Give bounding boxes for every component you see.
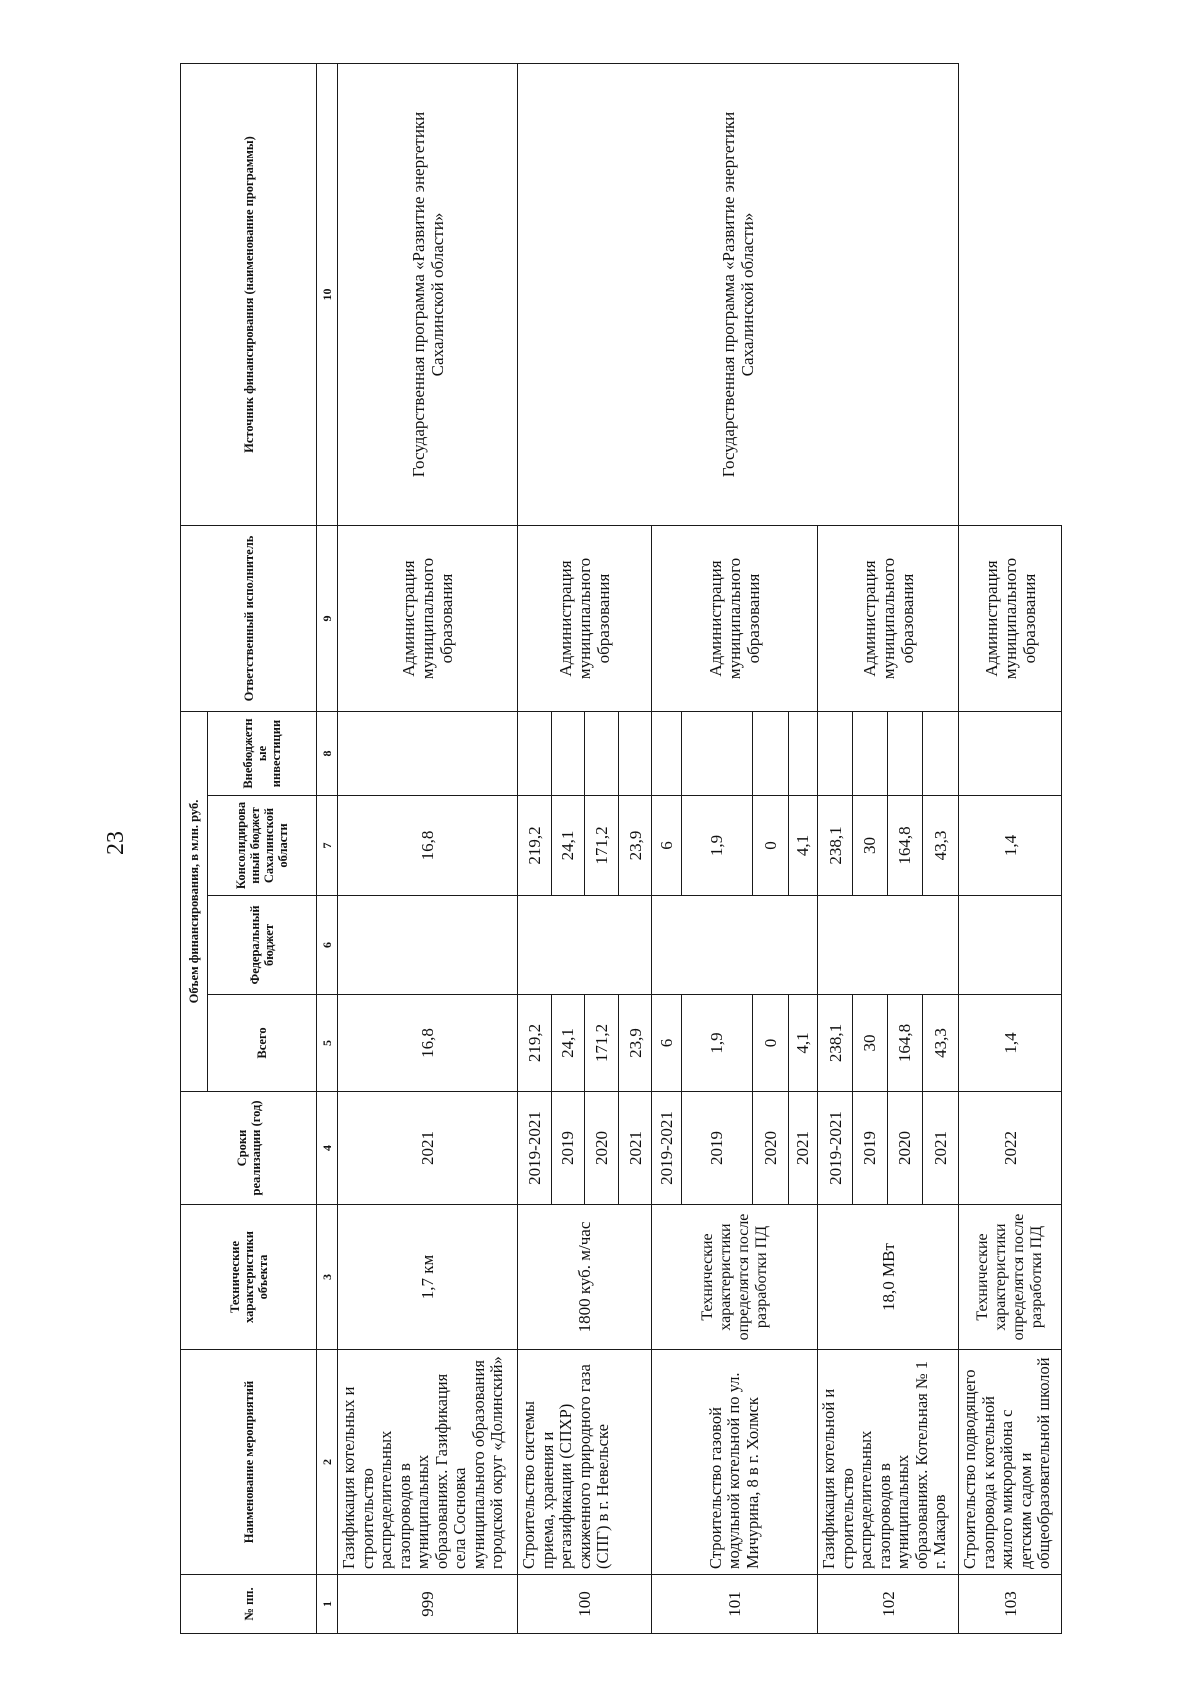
row-year: 2019-2021 [818, 1092, 853, 1205]
row-source: Государственная программа «Развитие энергетики Сахалинской области» [518, 64, 959, 526]
row-year: 2020 [585, 1092, 619, 1205]
row-total: 4,1 [788, 995, 817, 1092]
row-total: 219,2 [518, 995, 552, 1092]
row-total: 0 [753, 995, 789, 1092]
header-volume-group: Объем финансирования, в млн. руб. [181, 712, 208, 1092]
header-period: Сроки реализации (год) [181, 1092, 317, 1205]
row-offbudget [887, 712, 922, 796]
row-year: 2020 [887, 1092, 922, 1205]
table-row [518, 64, 552, 1634]
row-year: 2019 [853, 1092, 888, 1205]
col-number: 3 [317, 1205, 338, 1350]
row-name: Строительство газовой модульной котельной по ул. Мичурина, 8 в г. Холмск [652, 1350, 818, 1575]
row-tech: Технические характеристики определятся после разработки ПД [652, 1205, 818, 1350]
row-offbudget [585, 712, 619, 796]
row-total: 238,1 [818, 995, 853, 1092]
table-row [338, 64, 518, 1634]
row-total: 171,2 [585, 995, 619, 1092]
row-total: 1,4 [959, 995, 1062, 1092]
row-total: 24,1 [551, 995, 585, 1092]
row-total: 30 [853, 995, 888, 1092]
row-num: 999 [338, 1575, 518, 1634]
row-year: 2021 [922, 1092, 958, 1205]
row-name: Строительство системы приема, хранения и регазификации (СПХР) сжиженного природного газа (СПГ) в г. Невельске [518, 1350, 652, 1575]
header-consolidated: Консолидированный бюджет Сахалинской области [208, 796, 317, 896]
row-consolidated: 4,1 [788, 796, 817, 896]
row-year: 2022 [959, 1092, 1062, 1205]
col-number: 9 [317, 526, 338, 712]
row-total: 16,8 [338, 995, 518, 1092]
row-consolidated: 0 [753, 796, 789, 896]
row-year: 2020 [753, 1092, 789, 1205]
row-federal [338, 896, 518, 995]
header-federal: Федеральный бюджет [208, 896, 317, 995]
header-responsible: Ответственный исполнитель [181, 526, 317, 712]
row-tech: 1800 куб. м/час [518, 1205, 652, 1350]
row-num: 101 [652, 1575, 818, 1634]
header-name: Наименование мероприятий [181, 1350, 317, 1575]
row-total: 23,9 [618, 995, 652, 1092]
row-offbudget [818, 712, 853, 796]
row-name: Строительство подводящего газопровода к котельной жилого микрорайона с детским садом и общеобразовательной школой [959, 1350, 1062, 1575]
row-name: Газификация котельной и строительство распределительных газопроводов в муниципальных образованиях. Котельная № 1 г. Макаров [818, 1350, 959, 1575]
row-num: 102 [818, 1575, 959, 1634]
row-offbudget [518, 712, 552, 796]
row-total: 6 [652, 995, 681, 1092]
col-number: 2 [317, 1350, 338, 1575]
row-total: 43,3 [922, 995, 958, 1092]
col-number: 7 [317, 796, 338, 896]
row-consolidated: 23,9 [618, 796, 652, 896]
page-number: 23 [103, 831, 129, 855]
row-year: 2019-2021 [652, 1092, 681, 1205]
row-year: 2019-2021 [518, 1092, 552, 1205]
row-name: Газификация котельных и строительство распределительных газопроводов в муниципальных образованиях. Газификация села Сосновка муниципального образования городской округ «Долинский» [338, 1350, 518, 1575]
row-federal [818, 896, 959, 995]
row-consolidated: 16,8 [338, 796, 518, 896]
row-offbudget [922, 712, 958, 796]
row-federal [518, 896, 652, 995]
row-offbudget [959, 712, 1062, 796]
row-consolidated: 164,8 [887, 796, 922, 896]
row-tech: Технические характеристики определятся после разработки ПД [959, 1205, 1062, 1350]
row-federal [959, 896, 1062, 995]
row-consolidated: 219,2 [518, 796, 552, 896]
col-number: 8 [317, 712, 338, 796]
row-num: 100 [518, 1575, 652, 1634]
row-responsible: Администрация муниципального образования [652, 526, 818, 712]
row-responsible: Администрация муниципального образования [959, 526, 1062, 712]
row-federal [652, 896, 818, 995]
row-offbudget [788, 712, 817, 796]
row-num: 103 [959, 1575, 1062, 1634]
row-total: 164,8 [887, 995, 922, 1092]
row-consolidated: 1,9 [681, 796, 752, 896]
row-year: 2019 [551, 1092, 585, 1205]
row-year: 2019 [681, 1092, 752, 1205]
row-offbudget [551, 712, 585, 796]
row-consolidated: 6 [652, 796, 681, 896]
header-total: Всего [208, 995, 317, 1092]
financing-table [180, 63, 1062, 1634]
row-responsible: Администрация муниципального образования [518, 526, 652, 712]
row-offbudget [853, 712, 888, 796]
row-consolidated: 43,3 [922, 796, 958, 896]
row-consolidated: 1,4 [959, 796, 1062, 896]
row-responsible: Администрация муниципального образования [338, 526, 518, 712]
row-tech: 18,0 МВт [818, 1205, 959, 1350]
col-number: 5 [317, 995, 338, 1092]
row-tech: 1,7 км [338, 1205, 518, 1350]
row-responsible: Администрация муниципального образования [818, 526, 959, 712]
row-source: Государственная программа «Развитие энергетики Сахалинской области» [338, 64, 518, 526]
header-num: № пп. [181, 1575, 317, 1634]
col-number: 4 [317, 1092, 338, 1205]
row-offbudget [652, 712, 681, 796]
col-number: 1 [317, 1575, 338, 1634]
row-offbudget [618, 712, 652, 796]
row-year: 2021 [618, 1092, 652, 1205]
col-number: 10 [317, 64, 338, 526]
row-year: 2021 [788, 1092, 817, 1205]
header-source: Источник финансирования (наименование программы) [181, 64, 317, 526]
row-offbudget [753, 712, 789, 796]
row-offbudget [681, 712, 752, 796]
header-offbudget: Внебюджетные инвестиции [208, 712, 317, 796]
table-row [959, 64, 1062, 1634]
row-offbudget [338, 712, 518, 796]
row-consolidated: 24,1 [551, 796, 585, 896]
col-number: 6 [317, 896, 338, 995]
row-total: 1,9 [681, 995, 752, 1092]
header-tech: Технические характеристики объекта [181, 1205, 317, 1350]
rotated-table-container [180, 64, 1062, 1634]
row-year: 2021 [338, 1092, 518, 1205]
row-consolidated: 30 [853, 796, 888, 896]
row-consolidated: 238,1 [818, 796, 853, 896]
row-consolidated: 171,2 [585, 796, 619, 896]
